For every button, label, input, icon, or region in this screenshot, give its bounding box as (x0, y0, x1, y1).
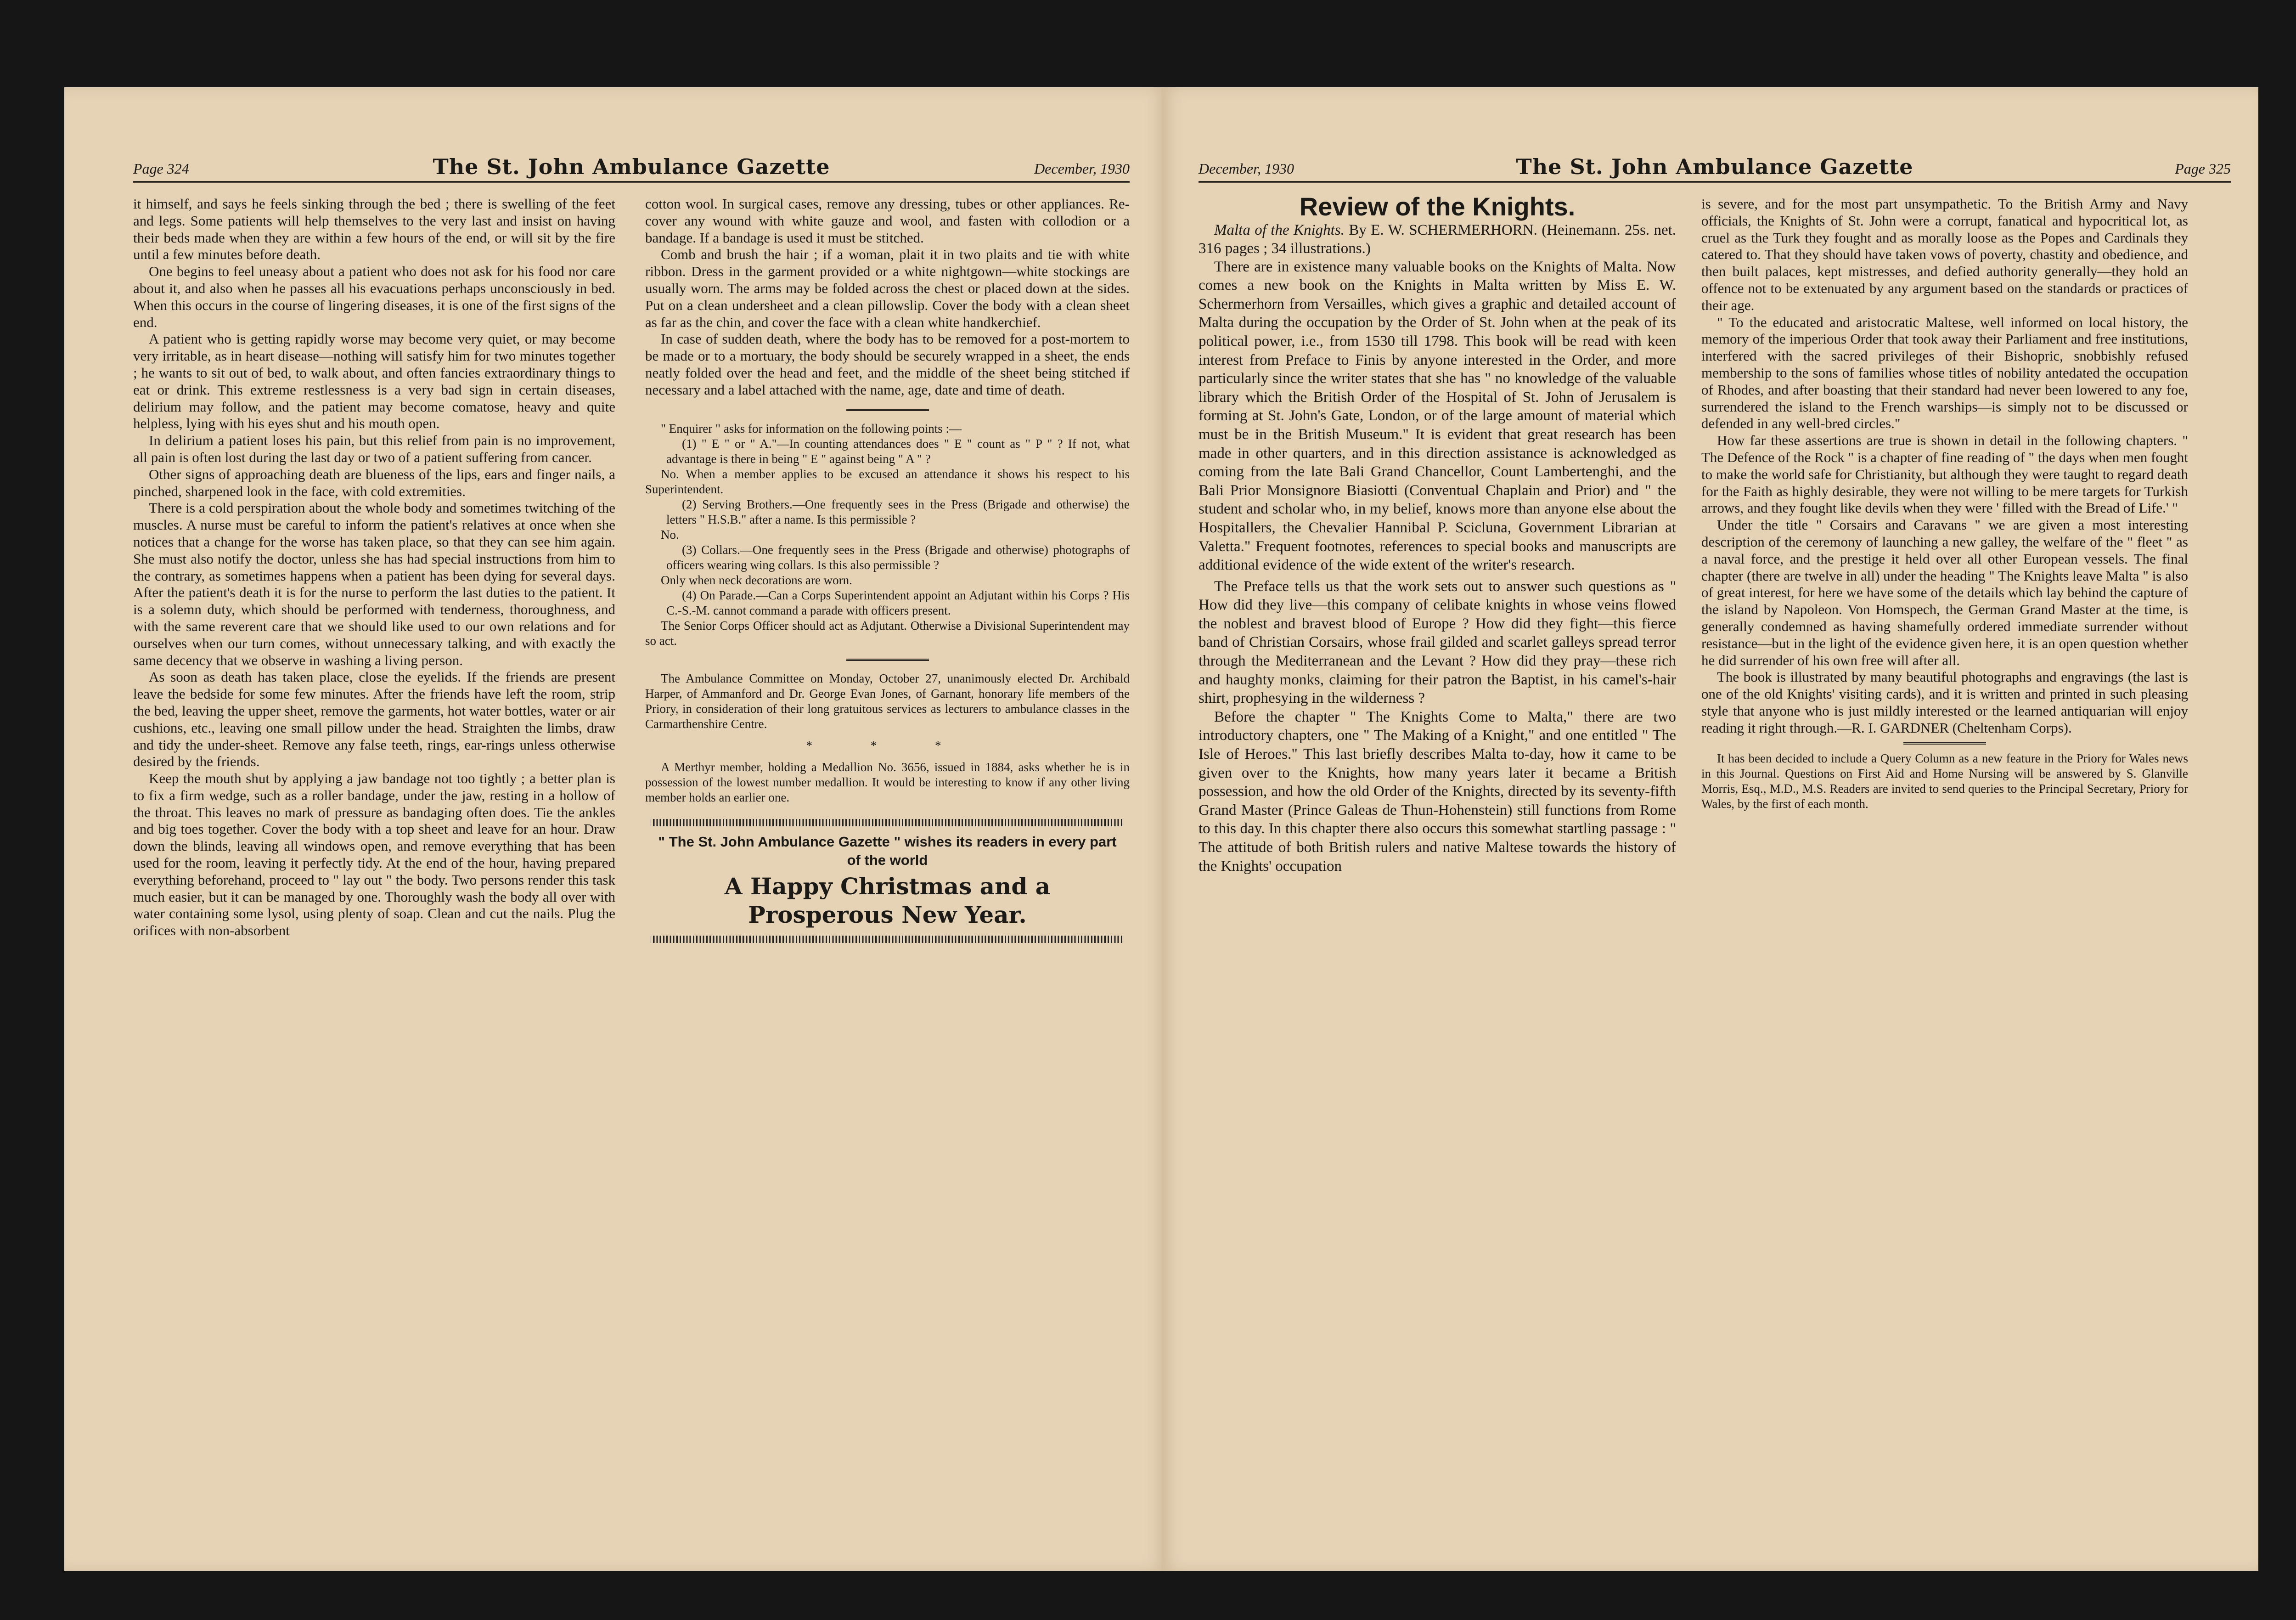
enquirer-intro: " Enquirer " asks for information on the following points :— (661, 421, 962, 435)
question: (3) Collars.—One frequently sees in the Press (Brigade and otherwise) photographs of officers wearing wing collars. Is this also permissible ? (666, 542, 1130, 572)
issue-date: December, 1930 (1199, 160, 1294, 177)
paragraph: A patient who is getting rapidly worse may become very quiet, or may become very irritable, as in heart disease—nothing will satisfy him for two minutes together ; he wants to sit out of bed, to walk about, and often fancies extraordinary things to eat or drink. This extreme restlessness is a very bad sign in certain diseases, delirium may follow, and the patient may become comatose, heavy and quite helpless, lying with his eyes shut and his mouth open. (133, 331, 615, 432)
page-number: Page 325 (2175, 160, 2231, 177)
right-column-2 (1701, 196, 2188, 812)
paragraph: There are in existence many valuable books on the Knights of Malta. Now comes a new book on the Knights in Malta written by Miss E. W. Schermerhorn from Versailles, which gives a graphic and detailed account of Malta during the occupation by the Order of St. John when at the peak of its political power, i.e., from 1530 till 1798. This book will be read with keen interest from Preface to Finis by anyone interested in the Order, and more particularly since the writer states that she has " no knowledge of the valuable library which the British Order of the Hospital of St. John of Jerusalem is forming at St. John's Gate, London, or of the large amount of material which must be in the British Museum." It is evident that great research has been made in other quarters, and in this direction assistance is acknowledged as coming from the late Bali Grand Chancellor, Count Lambertenghi, and the Bali Prior Monsignore Biasiotti (Conventual Chaplain and Prior) and " the student and scholar who, in my belief, knows more than anyone else about the Hospitallers, the Chevalier Hannibal P. Scicluna, Government Librarian at Valetta." Frequent footnotes, references to special books and manuscripts are additional evidence of the wide extent of the writer's research. (1199, 258, 1676, 574)
divider (1903, 742, 1986, 745)
paragraph: How far these assertions are true is shown in detail in the following chapters. " The Defence of the Rock " is a chapter of fine reading of " the days when men fought to make the world safe for Christianity, but although they were taught to regard death for the Faith as highly desirable, they were not willing to be mere targets for Turkish arrows, and they fought like devils when they were ' filled with the Bread of Life.' " (1701, 432, 2188, 516)
paragraph: Other signs of approaching death are blueness of the lips, ears and finger nails, a pinched, sharpened look in the face, with cold extremities. (133, 466, 615, 499)
christmas-greeting-box (651, 819, 1124, 943)
paragraph: is severe, and for the most part unsympathetic. To the British Army and Navy officials, the Knights of St. John were a corrupt, fanatical and hypocritical lot, as cruel as the Turk they fought and as morally loose as the Popes and Cardinals they catered to. That they should have taken vows of poverty, chastity and obedience, and then built palaces, kept mistresses, and defied authority generally—they hold an offence not to be extenuated by any argument based on the standards or practices of their age. (1701, 196, 2188, 313)
left-column-1 (133, 196, 615, 939)
book-citation (1199, 221, 1676, 258)
running-header (1199, 155, 2231, 183)
left-page (64, 87, 1166, 1571)
right-column-1 (1199, 192, 1677, 875)
paragraph: In delirium a patient loses his pain, but this relief from pain is no improvement, all pain is often lost during the last day or two of a patient suffering from cancer. (133, 432, 615, 465)
question: (1) " E " or " A."—In counting attendances does " E " count as " P " ? If not, what advantage is there in being " E " against being " A " ? (666, 436, 1130, 466)
paragraph: The Preface tells us that the work sets out to answer such questions as " How did they live—this company of celibate knights in whose veins flowed the noblest and bravest blood of Europe ? How did they fight—this fierce band of Christian Corsairs, whose frail gilded and scarlet galleys spread terror through the Mediterranean and the Levant ? How did they pray—these rich and haughty monks, claiming for their patron the Baptist, in his camel's-hair shirt, prophesying in the wilderness ? (1199, 578, 1676, 707)
answer: Only when neck decorations are worn. (661, 573, 852, 587)
journal-title: The St. John Ambulance Gazette (433, 154, 830, 179)
issue-date: December, 1930 (1034, 160, 1130, 177)
answer: No. When a member applies to be excused an attendance it shows his respect to his Superintendent. (645, 467, 1130, 496)
journal-title: The St. John Ambulance Gazette (1516, 154, 1913, 179)
paragraph: it himself, and says he feels sinking through the bed ; there is swelling of the feet and legs. Some patients will help themselves to the very last and insist on having their beds made when they are within a few hours of the end, or will sit by the fire until a few minutes before death. (133, 196, 615, 263)
question: (2) Serving Brothers.—One frequently sees in the Press (Brigade and otherwise) the letters " H.S.B." after a name. Is this permissible ? (666, 497, 1130, 526)
paragraph: In case of sudden death, where the body has to be removed for a post-mortem to be made or to a mortuary, the body should be securely wrapped in a sheet, the ends neatly folded over the head and feet, and the middle of the sheet being stitched if necessary and a label attached with the name, age, date and time of death. (645, 331, 1130, 398)
committee-note: The Ambulance Committee on Monday, October 27, unanimously elected Dr. Archibald Harper, of Ammanford and Dr. George Evan Jones, of Garnant, honorary life members of the Priory, in consideration of their long gratuitous services as lecturers to ambulance classes in the Carmarthenshire Centre. (645, 671, 1130, 731)
paragraph: One begins to feel uneasy about a patient who does not ask for his food nor care about it, and also when he passes all his evacuations perhaps unconsciously in bed. When this occurs in the course of lingering diseases, it is one of the first signs of the end. (133, 263, 615, 330)
paragraph: Under the title " Corsairs and Caravans " we are given a most interesting description of the ceremony of launching a new galley, the welfare of the " fleet " as a naval force, and the prestige it held over all other European vessels. The final chapter (there are twelve in all) under the heading " The Knights leave Malta " is also of great interest, for here we have some of the details which lay behind the capture of the island by Napoleon. Von Homspech, the German Grand Master at the time, is generally condemned as having shamefully ordered immediate surrender without resistance—but in the light of the evidence given here, it is an open question whether he did surrender of his own free will after all. (1701, 517, 2188, 668)
enquirer-section (645, 421, 1130, 649)
right-page (1162, 87, 2258, 1571)
paragraph: Keep the mouth shut by applying a jaw bandage not too tightly ; a better plan is to fix a firm wedge, such as a roller bandage, under the jaw, resting in a hollow of the throat. This leaves no mark of pressure as bandaging often does. Tie the ankles and big toes together. Cover the body with a top sheet and leave for an hour. Draw down the blinds, leaving all windows open, and remove everything that has been used for the room, leaving it perfectly tidy. At the end of the hour, having prepared everything beforehand, proceed to " lay out " the body. Two persons render this task much easier, but it can be managed by one. Thoroughly wash the body all over with water containing some lysol, using plenty of soap. Clean and cut the nails. Plug the orifices with non-absorbent (133, 770, 615, 939)
greeting-headline: A Happy Christmas and a Prosperous New Year. (724, 872, 1051, 928)
notes-section (645, 671, 1130, 805)
answer: The Senior Corps Officer should act as Adjutant. Otherwise a Divisional Superintendent may so act. (645, 618, 1130, 648)
greeting-line: " The St. John Ambulance Gazette " wishes its readers in every part of the world (658, 833, 1117, 868)
paragraph: The book is illustrated by many beautiful photographs and engravings (the last is one of the old Knights' visiting cards), and it is written and printed in such pleasing style that anyone who is just mildly interested or the learned antiquarian will enjoy reading it right through.—R. I. GARDNER (Cheltenham Corps). (1701, 669, 2188, 736)
paragraph: " To the educated and aristocratic Maltese, well informed on local history, the memory of the imperious Order that took away their Parliament and free institutions, interfered with the sacred privileges of their Bishopric, snobbishly refused membership to the sons of families whose titles of nobility antedated the occupation of Rhodes, and after boasting that their standard had never been lowered to any foe, surrendered the island to the French warships—is simply not to be discussed or defended in any well-bred circles." (1701, 314, 2188, 432)
query-column-notice: It has been decided to include a Query Column as a new feature in the Priory for Wales news in this Journal. Questions on First Aid and Home Nursing will be answered by S. Glanville Morris, Esq., M.D., M.S. Readers are invited to send queries to the Principal Secretary, Priory for Wales, by the first of each month. (1701, 751, 2188, 811)
paragraph: As soon as death has taken place, close the eyelids. If the friends are present leave the bedside for some few minutes. After the friends have left the room, strip the bed, leaving the upper sheet, remove the garments, hot water bottles, water or air cushions, etc., leaving one small pillow under the head. Straighten the limbs, draw and tidy the under-sheet. Remove any false teeth, rings, ear-rings unless otherwise desired by the friends. (133, 669, 615, 770)
page-number: Page 324 (133, 160, 189, 177)
paragraph: cotton wool. In surgical cases, remove any dressing, tubes or other appliances. Re-cover any wound with white gauze and wool, and fasten with collodion or a bandage. If a bandage is used it must be stitched. (645, 196, 1130, 246)
paragraph: Comb and brush the hair ; if a woman, plait it in two plaits and tie with white ribbon. Dress in the garment provided or a white nightgown—white stockings are usually worn. The arms may be folded across the chest or placed down at the sides. Put on a clean undersheet and a clean pillowslip. Cover the body with a clean sheet as far as the chin, and cover the face with a clean white handkerchief. (645, 246, 1130, 330)
paragraph: Before the chapter " The Knights Come to Malta," there are two introductory chapters, one " The Making of a Knight," and one entitled " The Isle of Heroes." This last briefly describes Malta to-day, how it came to be given over to the Knights, how many years later it became a British possession, and how the old Order of the Knights, directed by its seventy-fifth Grand Master (Prince Galeas de Thun-Hohenstein) still functions from Rome to this day. In this chapter there also occurs this somewhat startling passage : " The attitude of both British rulers and native Maltese towards the history of the Knights' occupation (1199, 708, 1676, 875)
divider (846, 409, 929, 411)
answer: No. (661, 527, 679, 542)
running-header (133, 155, 1130, 183)
article-title: Review of the Knights. (1299, 192, 1576, 221)
merthyr-note: A Merthyr member, holding a Medallion No. 3656, issued in 1884, asks whether he is in possession of the lowest number medallion. It would be interesting to know if any other living member holds an earlier one. (645, 760, 1130, 804)
book-title: Malta of the Knights. (1214, 221, 1345, 238)
paragraph: There is a cold perspiration about the whole body and sometimes twitching of the muscles. A nurse must be careful to inform the patient's relatives at once when she notices that a change for the worse has taken place, so that they can see him again. She must also notify the doctor, unless she has had special instructions from him to the contrary, as sometimes happens when a patient has been dying for several days. After the patient's death it is for the nurse to perform the last duties to the patient. It is a solemn duty, which should be performed with tenderness, thoroughness, and with the same reverent care that we should like used to our own relations and for ourselves when our turn comes, without unnecessary talking, and with exactly the same decency that we observe in washing a living person. (133, 500, 615, 668)
book-details: By E. W. SCHERMERHORN. (Heinemann. 25s. net. 316 pages ; 34 illustrations.) (1199, 221, 1677, 257)
divider (846, 659, 929, 661)
left-column-2 (645, 196, 1130, 943)
question: (4) On Parade.—Can a Corps Superintendent appoint an Adjutant within his Corps ? His C.-S.-M. cannot command a parade with officers present. (666, 588, 1130, 617)
section-stars: * * * (806, 738, 969, 752)
